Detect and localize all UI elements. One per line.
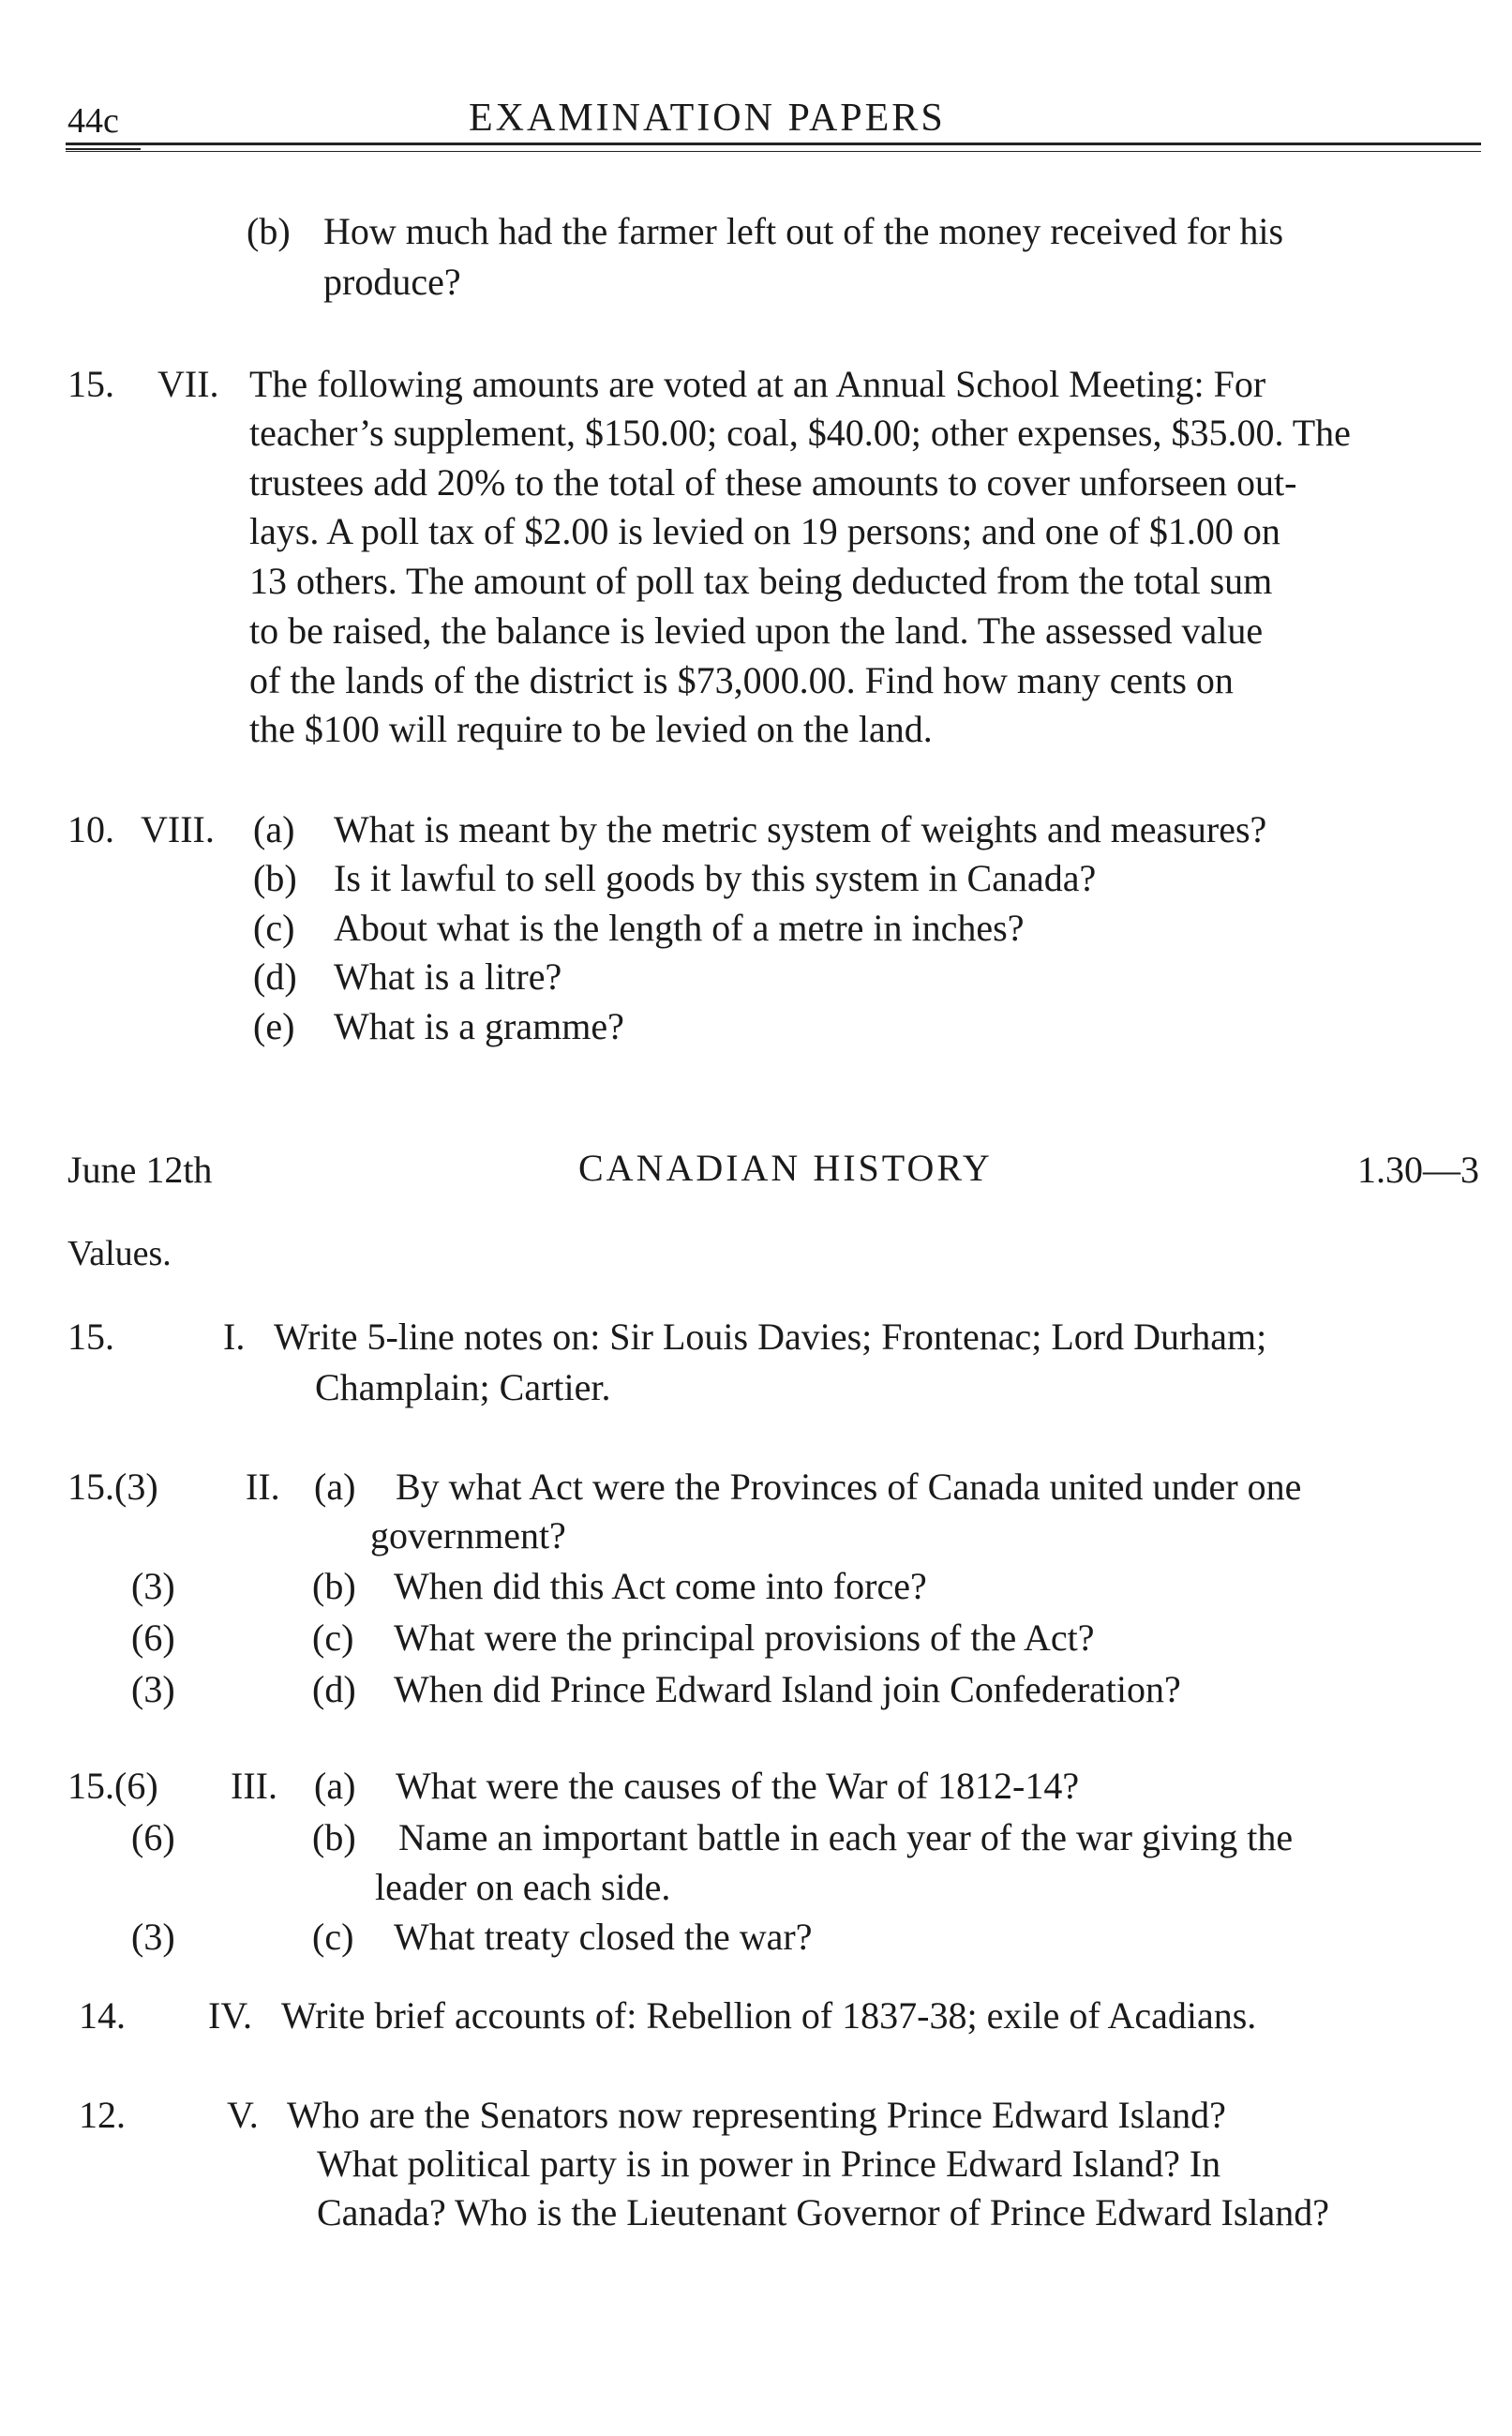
hq2-part-label: (a) xyxy=(314,1466,356,1508)
hq2-part-line: By what Act were the Provinces of Canada united under one xyxy=(396,1466,1302,1508)
hq4-value: 14. xyxy=(79,1994,126,2037)
q8-part-text: What is meant by the metric system of weights and measures? xyxy=(334,808,1267,850)
q7-line: to be raised, the balance is levied upon the land. The assessed value xyxy=(249,609,1264,652)
hq2-part-line: When did Prince Edward Island join Confederation? xyxy=(394,1668,1181,1710)
q8-part-label: (a) xyxy=(253,808,295,850)
q7-line: trustees add 20% to the total of these amounts to cover unforseen out- xyxy=(249,461,1297,504)
hq2-value: 15.(3) xyxy=(67,1466,158,1508)
q8-numeral: VIII. xyxy=(141,808,215,850)
hq3-part-line: What were the causes of the War of 1812-14? xyxy=(396,1765,1080,1807)
hq4-line: Write brief accounts of: Rebellion of 1837-38; exile of Acadians. xyxy=(281,1994,1257,2037)
q6b-line: How much had the farmer left out of the money received for his xyxy=(323,210,1284,252)
hq5-line: Who are the Senators now representing Prince Edward Island? xyxy=(287,2094,1226,2136)
page-number-underline xyxy=(66,148,141,150)
q7-line: 13 others. The amount of poll tax being deducted from the total sum xyxy=(249,560,1273,602)
hq2-part-label: (c) xyxy=(312,1616,354,1659)
header-rule xyxy=(66,143,1481,145)
hq2-part-value: (3) xyxy=(131,1668,175,1710)
hq3-part-value: (6) xyxy=(131,1816,175,1858)
header-rule-thin xyxy=(66,151,1481,152)
q8-part-text: Is it lawful to sell goods by this system in Canada? xyxy=(334,857,1097,899)
hq3-part-label: (a) xyxy=(314,1765,356,1807)
hq1-line: Write 5-line notes on: Sir Louis Davies; Frontenac; Lord Durham; xyxy=(274,1316,1267,1358)
q7-line: lays. A poll tax of $2.00 is levied on 19 persons; and one of $1.00 on xyxy=(249,510,1280,552)
hq5-numeral: V. xyxy=(227,2094,259,2136)
history-time: 1.30—3 xyxy=(1357,1149,1479,1191)
q6b-line: produce? xyxy=(323,261,461,303)
q7-line: of the lands of the district is $73,000.00. Find how many cents on xyxy=(249,659,1234,701)
hq3-part-label: (b) xyxy=(312,1816,356,1858)
hq3-part-label: (c) xyxy=(312,1916,354,1958)
hq2-part-line: When did this Act come into force? xyxy=(394,1565,927,1607)
history-title: CANADIAN HISTORY xyxy=(578,1147,993,1189)
hq1-line: Champlain; Cartier. xyxy=(315,1366,611,1408)
hq2-part-value: (6) xyxy=(131,1616,175,1659)
q8-part-label: (c) xyxy=(253,907,295,949)
hq3-value: 15.(6) xyxy=(67,1765,158,1807)
hq2-part-label: (d) xyxy=(312,1668,356,1710)
q8-part-text: What is a litre? xyxy=(334,955,562,998)
running-title: EXAMINATION PAPERS xyxy=(469,97,946,140)
hq5-line: What political party is in power in Prince Edward Island? In xyxy=(317,2143,1221,2185)
hq2-numeral: II. xyxy=(246,1466,280,1508)
hq4-numeral: IV. xyxy=(208,1994,253,2037)
q8-part-label: (d) xyxy=(253,955,297,998)
q8-part-label: (e) xyxy=(253,1005,295,1047)
q8-part-text: About what is the length of a metre in inches? xyxy=(334,907,1025,949)
hq3-numeral: III. xyxy=(231,1765,277,1807)
hq3-part-line: leader on each side. xyxy=(375,1866,671,1908)
q7-line: teacher’s supplement, $150.00; coal, $40.00; other expenses, $35.00. The xyxy=(249,412,1351,454)
hq3-part-line: Name an important battle in each year of the war giving the xyxy=(398,1816,1294,1858)
hq5-line: Canada? Who is the Lieutenant Governor of Prince Edward Island? xyxy=(317,2191,1329,2233)
hq3-part-line: What treaty closed the war? xyxy=(394,1916,813,1958)
values-label: Values. xyxy=(67,1234,172,1273)
q8-part-text: What is a gramme? xyxy=(334,1005,624,1047)
q7-numeral: VII. xyxy=(157,363,219,405)
q8-value: 10. xyxy=(67,808,114,850)
history-date: June 12th xyxy=(67,1149,213,1191)
hq1-numeral: I. xyxy=(223,1316,246,1358)
q6b-label: (b) xyxy=(247,210,291,252)
q7-line: the $100 will require to be levied on the land. xyxy=(249,708,933,750)
hq2-part-value: (3) xyxy=(131,1565,175,1607)
q7-line: The following amounts are voted at an Annual School Meeting: For xyxy=(249,363,1266,405)
hq2-part-label: (b) xyxy=(312,1565,356,1607)
hq3-part-value: (3) xyxy=(131,1916,175,1958)
hq5-value: 12. xyxy=(79,2094,126,2136)
page-number: 44c xyxy=(67,101,119,141)
q8-part-label: (b) xyxy=(253,857,297,899)
hq1-value: 15. xyxy=(67,1316,114,1358)
hq2-part-line: government? xyxy=(370,1514,566,1556)
q7-value: 15. xyxy=(67,363,114,405)
hq2-part-line: What were the principal provisions of the Act? xyxy=(394,1616,1095,1659)
